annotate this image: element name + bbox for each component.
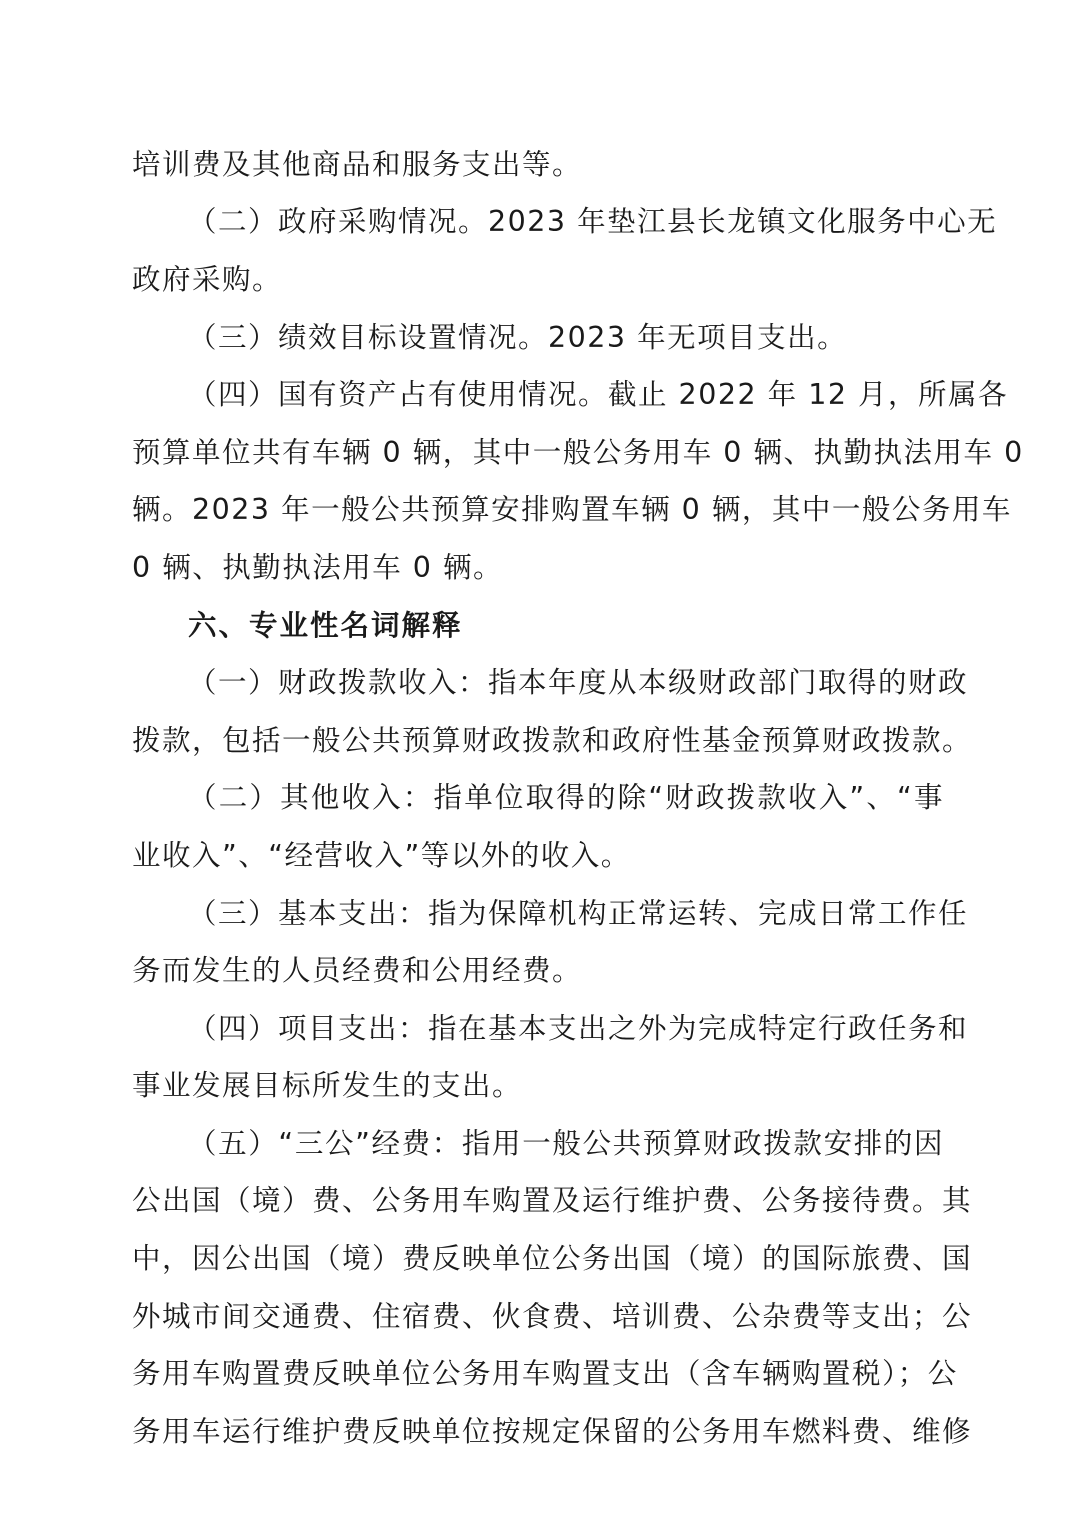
paragraph-line: 辆。2023 年一般公共预算安排购置车辆 0 辆，其中一般公务用车 [132, 493, 1012, 526]
paragraph-line: （二）政府采购情况。2023 年垫江县长龙镇文化服务中心无 [188, 205, 998, 238]
paragraph-line: 0 辆、执勤执法用车 0 辆。 [132, 551, 503, 584]
paragraph-line: （四）项目支出：指在基本支出之外为完成特定行政任务和 [188, 1012, 969, 1045]
paragraph-line: 培训费及其他商品和服务支出等。 [132, 148, 583, 181]
paragraph-line: 拨款，包括一般公共预算财政拨款和政府性基金预算财政拨款。 [132, 724, 973, 757]
paragraph-line: （三）基本支出：指为保障机构正常运转、完成日常工作任 [188, 897, 969, 930]
paragraph-line: 预算单位共有车辆 0 辆，其中一般公务用车 0 辆、执勤执法用车 0 [132, 436, 1024, 469]
paragraph-line: 务用车运行维护费反映单位按规定保留的公务用车燃料费、维修 [132, 1415, 973, 1448]
paragraph-line: （二）其他收入：指单位取得的除“财政拨款收入”、“事 [188, 781, 944, 814]
paragraph-line: 业收入”、“经营收入”等以外的收入。 [132, 839, 631, 872]
paragraph-line: 务用车购置费反映单位公务用车购置支出（含车辆购置税）；公 [132, 1357, 958, 1390]
paragraph-line: （五）“三公”经费：指用一般公共预算财政拨款安排的因 [188, 1127, 944, 1160]
section-heading: 六、专业性名词解释 [188, 609, 463, 642]
paragraph-line: （四）国有资产占有使用情况。截止 2022 年 12 月，所属各 [188, 378, 1009, 411]
paragraph-line: （三）绩效目标设置情况。2023 年无项目支出。 [188, 321, 848, 354]
paragraph-line: 事业发展目标所发生的支出。 [132, 1069, 523, 1102]
paragraph-line: 公出国（境）费、公务用车购置及运行维护费、公务接待费。其 [132, 1184, 973, 1217]
paragraph-line: 政府采购。 [132, 263, 283, 296]
paragraph-line: 外城市间交通费、住宿费、伙食费、培训费、公杂费等支出；公 [132, 1300, 973, 1333]
paragraph-line: （一）财政拨款收入：指本年度从本级财政部门取得的财政 [188, 666, 969, 699]
paragraph-line: 中，因公出国（境）费反映单位公务出国（境）的国际旅费、国 [132, 1242, 973, 1275]
paragraph-line: 务而发生的人员经费和公用经费。 [132, 954, 583, 987]
